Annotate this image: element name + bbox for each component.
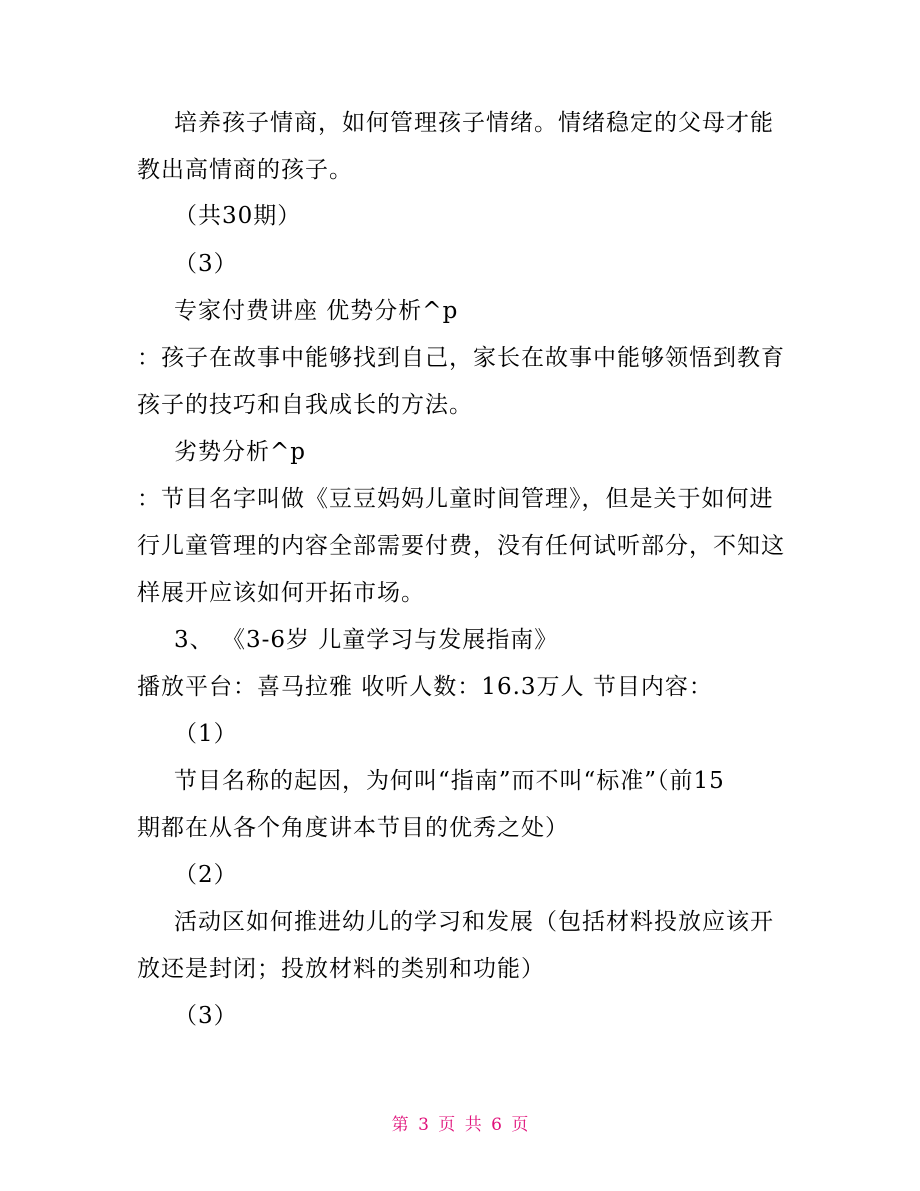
section-heading: 3、 《3-6岁 儿童学习与发展指南》 — [174, 627, 559, 653]
paragraph-line: ：节目名字叫做《豆豆妈妈儿童时间管理》，但是关于如何进 — [137, 486, 774, 512]
paragraph-line: 培养孩子情商，如何管理孩子情绪。情绪稳定的父母才能 — [174, 110, 774, 136]
paragraph-line: （3） — [174, 251, 238, 277]
paragraph-line: 播放平台：喜马拉雅 收听人数：16.3万人 节目内容： — [137, 674, 713, 700]
paragraph-line: ：孩子在故事中能够找到自己，家长在故事中能够领悟到教育 — [137, 345, 785, 371]
paragraph-line: 放还是封闭；投放材料的类别和功能） — [137, 956, 545, 982]
paragraph-line: （3） — [174, 1003, 238, 1029]
paragraph-line: 样展开应该如何开拓市场。 — [137, 580, 425, 606]
paragraph-line: 行儿童管理的内容全部需要付费，没有任何试听部分，不知这 — [137, 533, 785, 559]
paragraph-line: （1） — [174, 721, 238, 747]
paragraph-line: 孩子的技巧和自我成长的方法。 — [137, 392, 473, 418]
paragraph-line: （2） — [174, 862, 238, 888]
section-heading: 劣势分析^p — [174, 439, 306, 465]
paragraph-line: 教出高情商的孩子。 — [137, 157, 353, 183]
page-number-footer: 第 3 页 共 6 页 — [391, 1115, 529, 1135]
paragraph-line: 节目名称的起因，为何叫“指南”而不叫“标准”（前15 — [174, 768, 725, 794]
paragraph-line: 活动区如何推进幼儿的学习和发展（包括材料投放应该开 — [174, 909, 774, 935]
section-heading: 专家付费讲座 优势分析^p — [174, 298, 459, 324]
paragraph-line: 期都在从各个角度讲本节目的优秀之处） — [137, 815, 569, 841]
paragraph-line: （共30期） — [174, 203, 302, 229]
